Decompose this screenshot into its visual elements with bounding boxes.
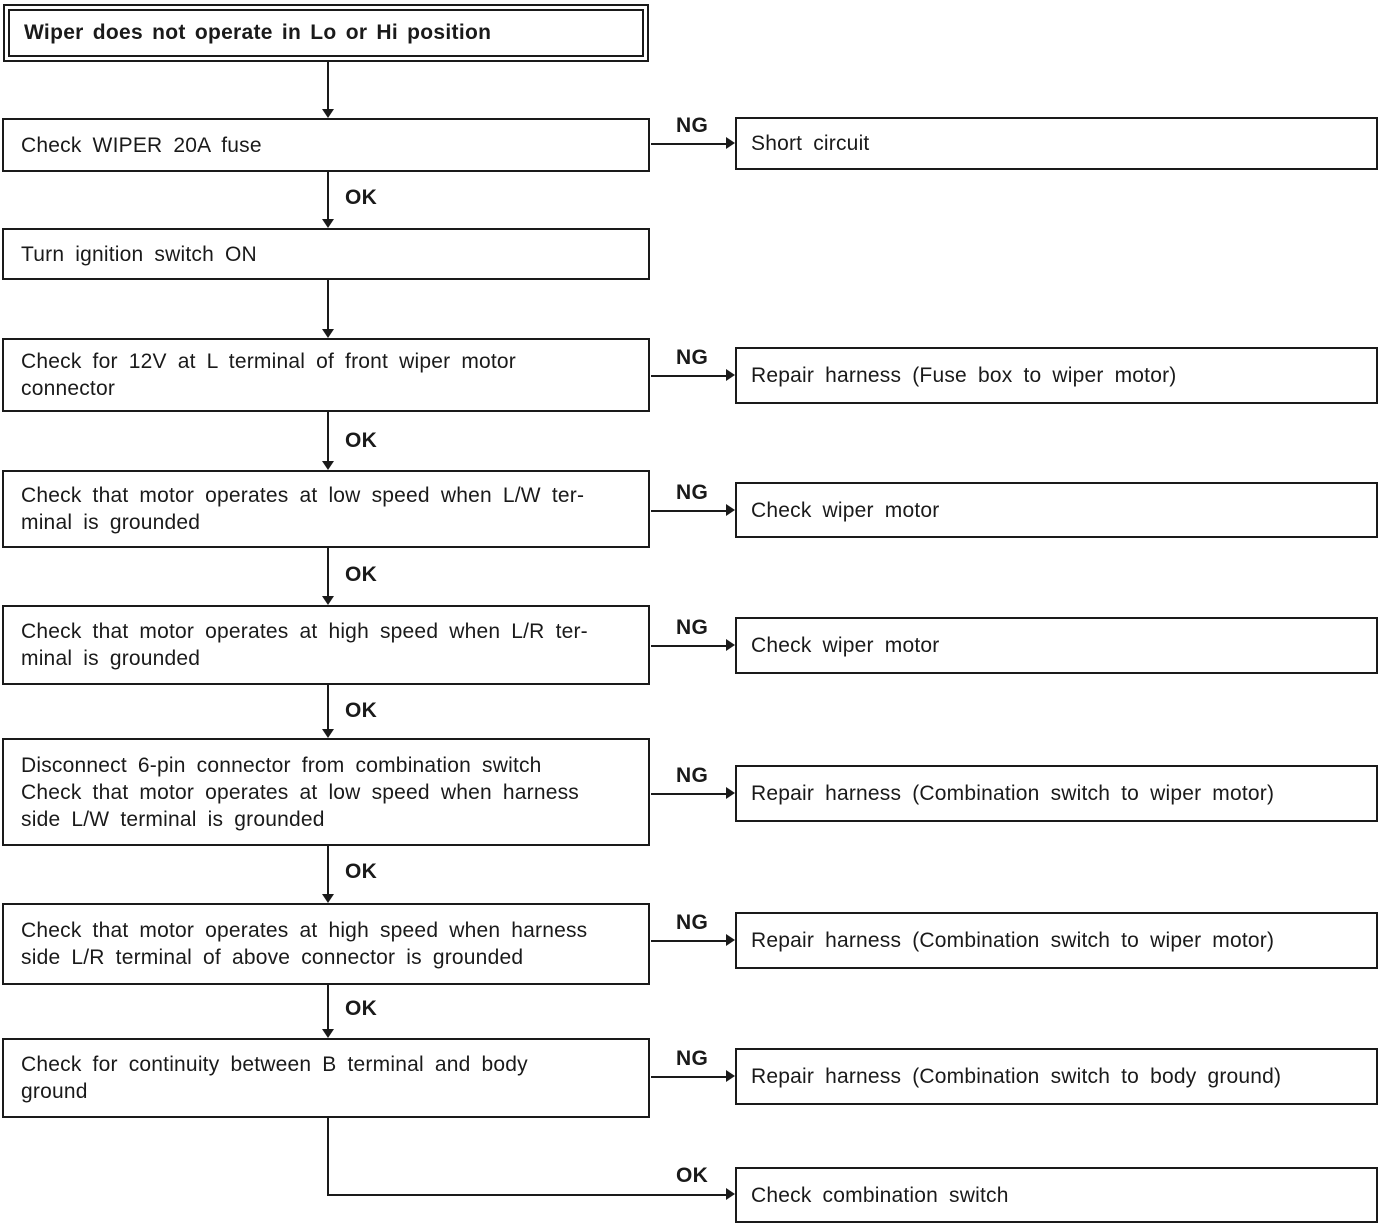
arrow-right-icon: [726, 639, 735, 651]
connector-line: [327, 548, 329, 596]
step-3-text: connector: [21, 377, 116, 400]
ok-label-4: OK: [345, 699, 378, 722]
connector-line: [327, 280, 329, 329]
ng-label-1: NG: [676, 114, 709, 137]
ok-label-1: OK: [345, 186, 378, 209]
arrow-down-icon: [322, 329, 334, 338]
step-2-text: Turn ignition switch ON: [21, 242, 257, 266]
step-box-6: [2, 738, 650, 846]
arrow-down-icon: [322, 109, 334, 118]
flowchart-title: Wiper does not operate in Lo or Hi position: [8, 9, 644, 57]
arrow-down-icon: [322, 1029, 334, 1038]
ok-connector-line-final: [327, 1194, 726, 1196]
ok-label-final: OK: [676, 1164, 709, 1187]
step-box-2: [2, 228, 650, 280]
ok-label-6: OK: [345, 997, 378, 1020]
step-box-7: [2, 903, 650, 985]
final-result-box: [735, 1167, 1378, 1223]
step-box-4: [2, 470, 650, 548]
step-4-text: minal is grounded: [21, 511, 201, 534]
connector-line: [327, 846, 329, 894]
step-5-text: minal is grounded: [21, 647, 201, 670]
ng-connector-line-1: [651, 143, 726, 145]
arrow-right-icon: [726, 504, 735, 516]
ng-label-2: NG: [676, 346, 709, 369]
arrow-down-icon: [322, 596, 334, 605]
step-8-text: ground: [21, 1080, 88, 1103]
step-4-text: Check that motor operates at low speed when L/W ter-: [21, 484, 585, 507]
step-7-text: side L/R terminal of above connector is grounded: [21, 946, 524, 969]
step-5-text: Check that motor operates at high speed when L/R ter-: [21, 620, 588, 643]
connector-line: [327, 62, 329, 109]
connector-line: [327, 685, 329, 729]
ng-connector-line-6: [651, 940, 726, 942]
step-box-5: [2, 605, 650, 685]
step-6-text: Check that motor operates at low speed when harness: [21, 780, 579, 804]
arrow-right-icon: [726, 1188, 735, 1200]
result-box-3: [735, 482, 1378, 538]
ng-label-3: NG: [676, 481, 709, 504]
result-1-text: Short circuit: [751, 132, 870, 155]
step-8-text: Check for continuity between B terminal and body: [21, 1053, 528, 1076]
step-3-text: Check for 12V at L terminal of front wiper motor: [21, 350, 517, 373]
connector-line: [327, 1118, 329, 1196]
ng-label-4: NG: [676, 616, 709, 639]
ng-label-7: NG: [676, 1047, 709, 1070]
result-3-text: Check wiper motor: [751, 498, 940, 522]
step-box-8: [2, 1038, 650, 1118]
connector-line: [327, 172, 329, 219]
result-box-1: [735, 117, 1378, 170]
ng-connector-line-2: [651, 375, 726, 377]
arrow-right-icon: [726, 1070, 735, 1082]
ok-label-3: OK: [345, 563, 378, 586]
result-7-text: Repair harness (Combination switch to body ground): [751, 1065, 1282, 1088]
step-box-1: [2, 118, 650, 172]
arrow-right-icon: [726, 137, 735, 149]
connector-line: [327, 985, 329, 1029]
result-box-6: [735, 912, 1378, 969]
step-box-3: [2, 338, 650, 412]
result-box-5: [735, 765, 1378, 822]
step-6-text: Disconnect 6-pin connector from combination switch: [21, 753, 542, 777]
ng-connector-line-5: [651, 793, 726, 795]
arrow-right-icon: [726, 934, 735, 946]
arrow-right-icon: [726, 369, 735, 381]
result-6-text: Repair harness (Combination switch to wiper motor): [751, 929, 1275, 952]
step-6-text: side L/W terminal is grounded: [21, 807, 325, 831]
flowchart-title-box: [3, 4, 649, 62]
result-box-2: [735, 347, 1378, 404]
ok-label-5: OK: [345, 860, 378, 883]
ng-connector-line-4: [651, 645, 726, 647]
ng-label-5: NG: [676, 764, 709, 787]
arrow-right-icon: [726, 787, 735, 799]
step-7-text: Check that motor operates at high speed when harness: [21, 919, 588, 942]
result-box-4: [735, 617, 1378, 674]
connector-line: [327, 412, 329, 461]
ng-label-6: NG: [676, 911, 709, 934]
arrow-down-icon: [322, 219, 334, 228]
ng-connector-line-7: [651, 1076, 726, 1078]
arrow-down-icon: [322, 729, 334, 738]
result-4-text: Check wiper motor: [751, 634, 940, 657]
arrow-down-icon: [322, 894, 334, 903]
result-5-text: Repair harness (Combination switch to wiper motor): [751, 782, 1275, 805]
ok-label-2: OK: [345, 429, 378, 452]
step-1-text: Check WIPER 20A fuse: [21, 133, 262, 157]
final-result-text: Check combination switch: [751, 1183, 1009, 1207]
ng-connector-line-3: [651, 510, 726, 512]
result-2-text: Repair harness (Fuse box to wiper motor): [751, 364, 1177, 387]
arrow-down-icon: [322, 461, 334, 470]
result-box-7: [735, 1048, 1378, 1105]
